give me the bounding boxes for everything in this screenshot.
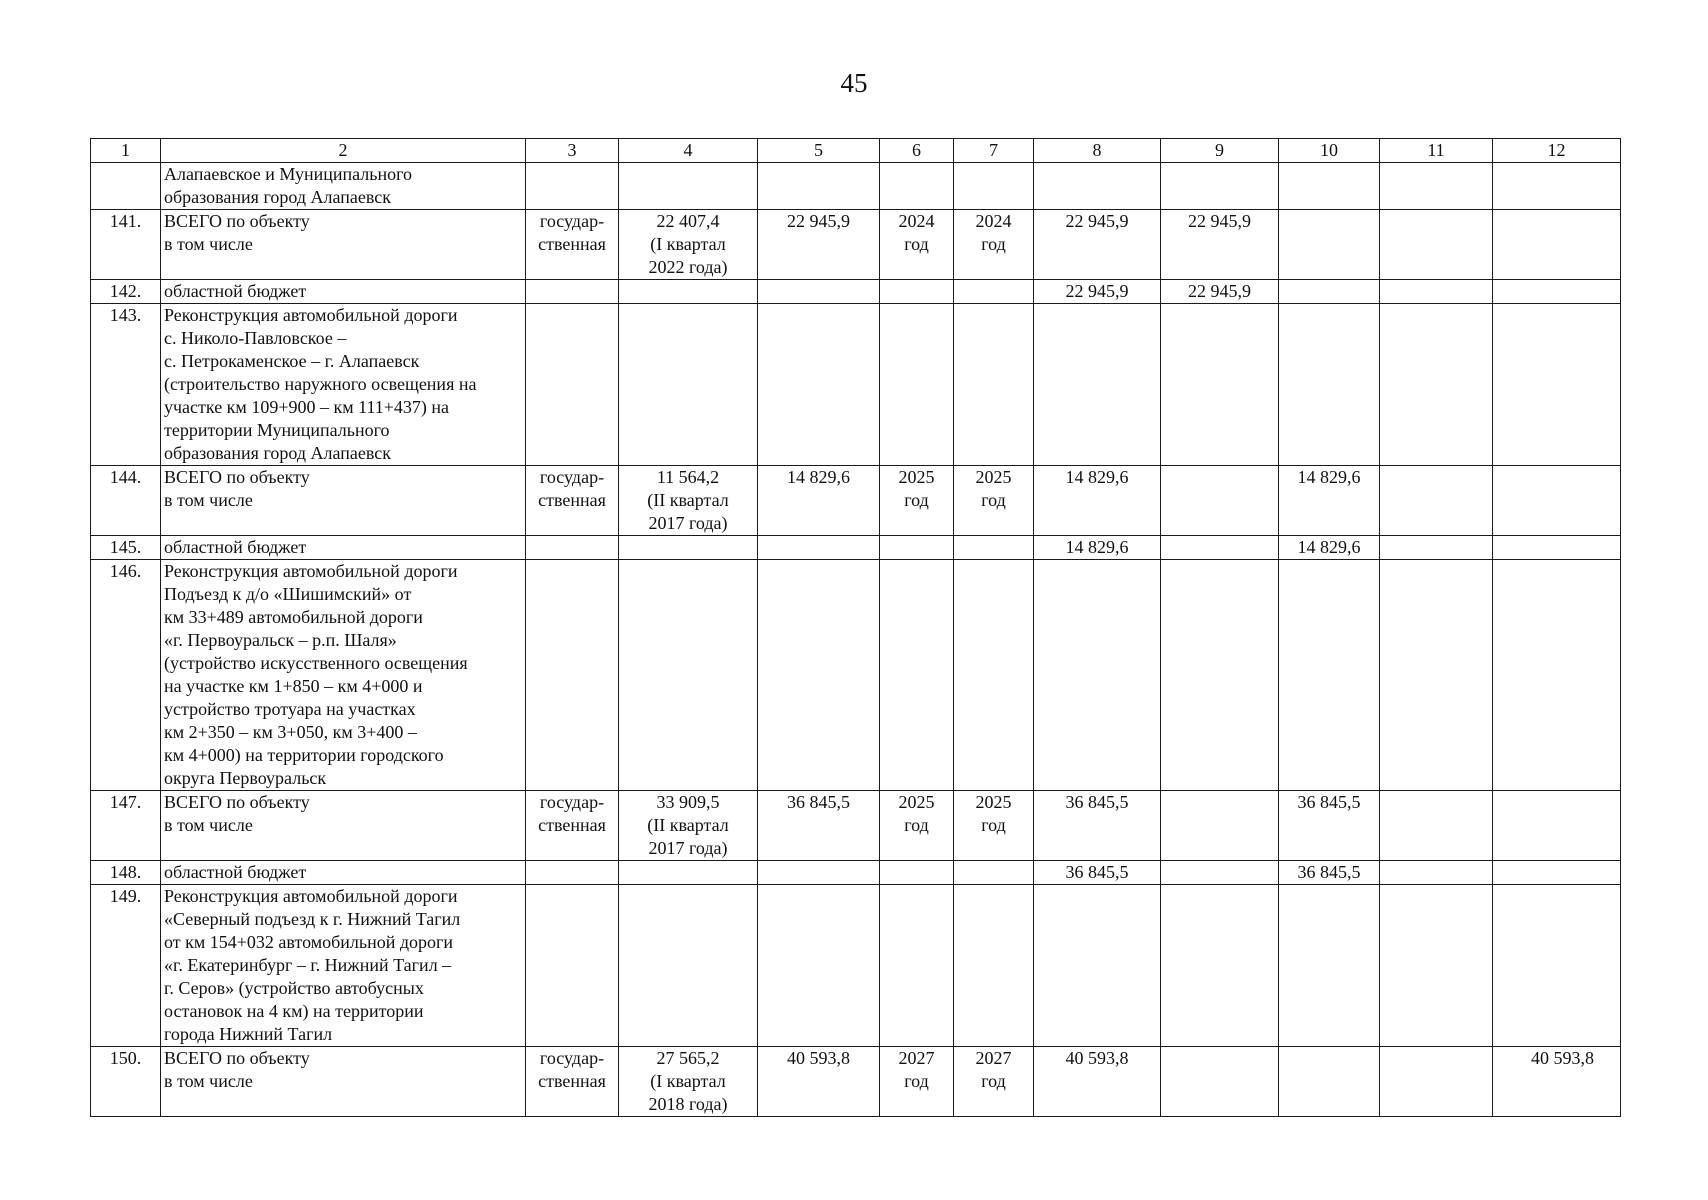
end-year-cell: [954, 163, 1034, 210]
table-row: [91, 304, 1621, 466]
object-name-cell: Алапаевское и Муниципального образования город Алапаевск: [161, 163, 526, 210]
column-header: 10: [1279, 139, 1380, 163]
table-row: [91, 1047, 1621, 1117]
funding-year-cell: [1380, 163, 1493, 210]
object-name-cell: ВСЕГО по объекту в том числе: [161, 210, 526, 280]
funding-year-cell: [1279, 560, 1380, 791]
funding-total-cell: 14 829,6: [1034, 466, 1161, 536]
funding-year-cell: [1493, 280, 1621, 304]
column-header: 7: [954, 139, 1034, 163]
end-year-cell: [954, 280, 1034, 304]
object-name-cell: областной бюджет: [161, 536, 526, 560]
row-number-cell: 143.: [91, 304, 161, 466]
row-number-cell: 147.: [91, 791, 161, 861]
funding-year-cell: [1493, 163, 1621, 210]
total-cost-cell: [758, 861, 880, 885]
funding-year-cell: [1380, 861, 1493, 885]
start-year-cell: 2027 год: [880, 1047, 954, 1117]
funding-year-cell: [1279, 210, 1380, 280]
funding-year-cell: [1279, 1047, 1380, 1117]
end-year-cell: 2025 год: [954, 466, 1034, 536]
funding-year-cell: 36 845,5: [1279, 791, 1380, 861]
ownership-cell: [526, 163, 619, 210]
start-year-cell: 2024 год: [880, 210, 954, 280]
ownership-cell: [526, 304, 619, 466]
row-number-cell: 146.: [91, 560, 161, 791]
funding-year-cell: [1161, 560, 1279, 791]
object-name-cell: ВСЕГО по объекту в том числе: [161, 791, 526, 861]
object-name-cell: ВСЕГО по объекту в том числе: [161, 1047, 526, 1117]
estimated-cost-cell: [619, 861, 758, 885]
estimated-cost-cell: [619, 560, 758, 791]
column-header: 2: [161, 139, 526, 163]
funding-year-cell: [1161, 791, 1279, 861]
funding-total-cell: [1034, 885, 1161, 1047]
total-cost-cell: [758, 163, 880, 210]
column-number-row: [91, 139, 1621, 163]
column-header: 8: [1034, 139, 1161, 163]
estimated-cost-cell: 11 564,2 (II квартал 2017 года): [619, 466, 758, 536]
funding-year-cell: [1380, 1047, 1493, 1117]
funding-year-cell: [1493, 536, 1621, 560]
table-row: [91, 861, 1621, 885]
estimated-cost-cell: [619, 304, 758, 466]
estimated-cost-cell: [619, 536, 758, 560]
table-row: [91, 536, 1621, 560]
funding-year-cell: [1279, 885, 1380, 1047]
table-row: [91, 885, 1621, 1047]
total-cost-cell: 36 845,5: [758, 791, 880, 861]
funding-year-cell: 14 829,6: [1279, 466, 1380, 536]
column-header: 11: [1380, 139, 1493, 163]
funding-year-cell: [1279, 163, 1380, 210]
funding-year-cell: [1493, 861, 1621, 885]
end-year-cell: [954, 560, 1034, 791]
funding-year-cell: [1380, 304, 1493, 466]
start-year-cell: 2025 год: [880, 466, 954, 536]
row-number-cell: 148.: [91, 861, 161, 885]
object-name-cell: ВСЕГО по объекту в том числе: [161, 466, 526, 536]
end-year-cell: [954, 861, 1034, 885]
table-row: [91, 163, 1621, 210]
funding-year-cell: [1380, 560, 1493, 791]
end-year-cell: [954, 304, 1034, 466]
object-name-cell: областной бюджет: [161, 280, 526, 304]
funding-year-cell: [1161, 536, 1279, 560]
row-number-cell: 149.: [91, 885, 161, 1047]
ownership-cell: [526, 536, 619, 560]
start-year-cell: [880, 861, 954, 885]
funding-total-cell: 36 845,5: [1034, 861, 1161, 885]
table-row: [91, 466, 1621, 536]
end-year-cell: 2025 год: [954, 791, 1034, 861]
ownership-cell: [526, 885, 619, 1047]
table-row: [91, 791, 1621, 861]
total-cost-cell: [758, 304, 880, 466]
end-year-cell: [954, 536, 1034, 560]
funding-year-cell: 22 945,9: [1161, 280, 1279, 304]
object-name-cell: областной бюджет: [161, 861, 526, 885]
funding-year-cell: 36 845,5: [1279, 861, 1380, 885]
table-row: [91, 210, 1621, 280]
page-number: 45: [840, 68, 868, 98]
funding-total-cell: 14 829,6: [1034, 536, 1161, 560]
start-year-cell: [880, 304, 954, 466]
column-header: 3: [526, 139, 619, 163]
funding-total-cell: 36 845,5: [1034, 791, 1161, 861]
end-year-cell: 2024 год: [954, 210, 1034, 280]
funding-year-cell: [1493, 210, 1621, 280]
table-row: [91, 280, 1621, 304]
estimated-cost-cell: 27 565,2 (I квартал 2018 года): [619, 1047, 758, 1117]
column-header: 5: [758, 139, 880, 163]
funding-year-cell: [1161, 1047, 1279, 1117]
object-name-cell: Реконструкция автомобильной дороги с. Николо-Павловское – с. Петрокаменское – г. Алапаевск (строительство наружного освещения на участке км 109+900 – км 111+437) на территории Муниципального образования город Алапаевск: [161, 304, 526, 466]
ownership-cell: государ- ственная: [526, 210, 619, 280]
column-header: 4: [619, 139, 758, 163]
funding-year-cell: [1279, 280, 1380, 304]
start-year-cell: [880, 885, 954, 1047]
column-header: 1: [91, 139, 161, 163]
funding-year-cell: [1493, 791, 1621, 861]
row-number-cell: 150.: [91, 1047, 161, 1117]
investment-objects-table: [90, 138, 1621, 1117]
funding-year-cell: [1493, 885, 1621, 1047]
ownership-cell: государ- ственная: [526, 466, 619, 536]
total-cost-cell: 22 945,9: [758, 210, 880, 280]
start-year-cell: [880, 163, 954, 210]
start-year-cell: 2025 год: [880, 791, 954, 861]
funding-year-cell: [1380, 210, 1493, 280]
table-row: [91, 560, 1621, 791]
total-cost-cell: [758, 560, 880, 791]
row-number-cell: 142.: [91, 280, 161, 304]
row-number-cell: 141.: [91, 210, 161, 280]
object-name-cell: Реконструкция автомобильной дороги «Северный подъезд к г. Нижний Тагил от км 154+032 автомобильной дороги «г. Екатеринбург – г. Нижний Тагил – г. Серов» (устройство автобусных остановок на 4 км) на территории города Нижний Тагил: [161, 885, 526, 1047]
funding-year-cell: [1380, 536, 1493, 560]
funding-year-cell: [1493, 560, 1621, 791]
ownership-cell: [526, 560, 619, 791]
total-cost-cell: [758, 280, 880, 304]
row-number-cell: 145.: [91, 536, 161, 560]
funding-total-cell: [1034, 560, 1161, 791]
start-year-cell: [880, 560, 954, 791]
funding-year-cell: [1493, 466, 1621, 536]
ownership-cell: государ- ственная: [526, 1047, 619, 1117]
funding-total-cell: 22 945,9: [1034, 210, 1161, 280]
start-year-cell: [880, 280, 954, 304]
total-cost-cell: [758, 885, 880, 1047]
funding-year-cell: [1279, 304, 1380, 466]
funding-year-cell: [1161, 163, 1279, 210]
funding-year-cell: [1161, 304, 1279, 466]
funding-year-cell: [1161, 885, 1279, 1047]
start-year-cell: [880, 536, 954, 560]
estimated-cost-cell: [619, 163, 758, 210]
funding-total-cell: [1034, 304, 1161, 466]
estimated-cost-cell: 33 909,5 (II квартал 2017 года): [619, 791, 758, 861]
funding-year-cell: 14 829,6: [1279, 536, 1380, 560]
estimated-cost-cell: [619, 885, 758, 1047]
total-cost-cell: 40 593,8: [758, 1047, 880, 1117]
column-header: 9: [1161, 139, 1279, 163]
funding-year-cell: [1380, 466, 1493, 536]
funding-total-cell: 22 945,9: [1034, 280, 1161, 304]
funding-year-cell: [1380, 280, 1493, 304]
ownership-cell: [526, 861, 619, 885]
funding-total-cell: [1034, 163, 1161, 210]
total-cost-cell: [758, 536, 880, 560]
funding-year-cell: [1161, 466, 1279, 536]
funding-total-cell: 40 593,8: [1034, 1047, 1161, 1117]
row-number-cell: 144.: [91, 466, 161, 536]
column-header: 6: [880, 139, 954, 163]
funding-year-cell: [1493, 304, 1621, 466]
estimated-cost-cell: [619, 280, 758, 304]
end-year-cell: [954, 885, 1034, 1047]
funding-year-cell: 22 945,9: [1161, 210, 1279, 280]
total-cost-cell: 14 829,6: [758, 466, 880, 536]
funding-year-cell: [1380, 791, 1493, 861]
funding-year-cell: 40 593,8: [1493, 1047, 1621, 1117]
estimated-cost-cell: 22 407,4 (I квартал 2022 года): [619, 210, 758, 280]
ownership-cell: [526, 280, 619, 304]
column-header: 12: [1493, 139, 1621, 163]
ownership-cell: государ- ственная: [526, 791, 619, 861]
end-year-cell: 2027 год: [954, 1047, 1034, 1117]
object-name-cell: Реконструкция автомобильной дороги Подъезд к д/о «Шишимский» от км 33+489 автомобильной дороги «г. Первоуральск – р.п. Шаля» (устройство искусственного освещения на участке км 1+850 – км 4+000 и устройство тротуара на участках км 2+350 – км 3+050, км 3+400 – км 4+000) на территории городского округа Первоуральск: [161, 560, 526, 791]
funding-year-cell: [1161, 861, 1279, 885]
row-number-cell: [91, 163, 161, 210]
funding-year-cell: [1380, 885, 1493, 1047]
